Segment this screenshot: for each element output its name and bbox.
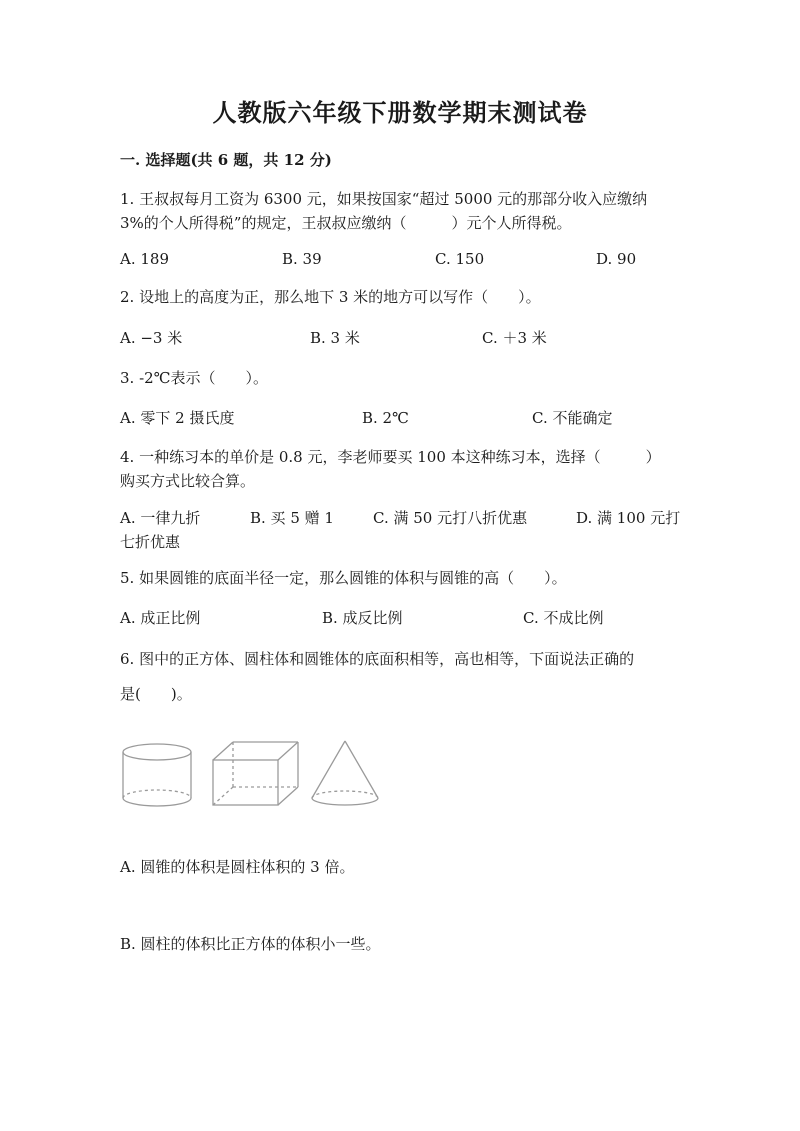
cylinder-icon [123,744,191,806]
question-4-line-1: 4. 一种练习本的单价是 0.8 元，李老师要买 100 本这种练习本，选择（ ） [120,448,661,466]
cone-icon [312,741,378,805]
question-2-text: 2. 设地上的高度为正，那么地下 3 米的地方可以写作（ ）。 [120,288,541,306]
question-6-option-b[interactable]: B. 圆柱的体积比正方体的体积小一些。 [120,935,381,953]
question-3-option-a[interactable]: A. 零下 2 摄氏度 [120,409,235,427]
question-5-text: 5. 如果圆锥的底面半径一定，那么圆锥的体积与圆锥的高（ ）。 [120,569,567,587]
page-title: 人教版六年级下册数学期末测试卷 [212,98,588,127]
question-2-option-a[interactable]: A. −3 米 [120,329,183,347]
question-4-option-d-continued: 七折优惠 [120,533,181,551]
question-2-option-c[interactable]: C. ＋3 米 [482,329,547,347]
question-4-option-d[interactable]: D. 满 100 元打 [576,509,681,527]
question-2-option-b[interactable]: B. 3 米 [310,329,360,347]
question-5-option-b[interactable]: B. 成反比例 [322,609,403,627]
question-6-option-a[interactable]: A. 圆锥的体积是圆柱体积的 3 倍。 [120,858,355,876]
question-3-text: 3. -2℃表示（ ）。 [120,369,268,387]
question-4-option-a[interactable]: A. 一律九折 [120,509,201,527]
question-1-option-d[interactable]: D. 90 [596,250,637,268]
question-3-option-c[interactable]: C. 不能确定 [532,409,613,427]
question-1-line-2: 3%的个人所得税”的规定，王叔叔应缴纳（ ）元个人所得税。 [120,214,572,232]
question-3-option-b[interactable]: B. 2℃ [362,409,409,427]
question-1-option-c[interactable]: C. 150 [435,250,485,268]
question-1-option-b[interactable]: B. 39 [282,250,322,268]
question-4-line-2: 购买方式比较合算。 [120,472,256,490]
geometry-figure [118,738,388,813]
question-6-line-2: 是( )。 [120,685,192,703]
question-1-option-a[interactable]: A. 189 [120,250,169,268]
section-heading: 一. 选择题(共 6 题，共 12 分) [120,151,332,169]
question-6-line-1: 6. 图中的正方体、圆柱体和圆锥体的底面积相等，高也相等，下面说法正确的 [120,650,635,668]
question-1-line-1: 1. 王叔叔每月工资为 6300 元，如果按国家“超过 5000 元的那部分收入应缴纳 [120,190,648,208]
question-4-option-c[interactable]: C. 满 50 元打八折优惠 [373,509,528,527]
cube-icon [213,742,298,805]
question-5-option-c[interactable]: C. 不成比例 [523,609,604,627]
question-5-option-a[interactable]: A. 成正比例 [120,609,201,627]
question-4-option-b[interactable]: B. 买 5 赠 1 [250,509,334,527]
question-1-text [120,187,680,235]
question-4-text [120,445,680,493]
